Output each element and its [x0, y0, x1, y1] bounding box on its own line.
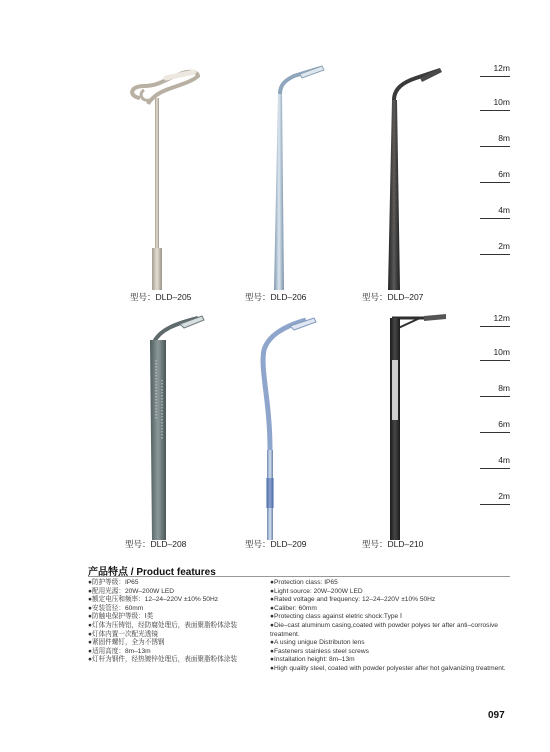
feature-item: ●Installation height: 8m–13m: [270, 656, 355, 664]
scale-label: 10m: [493, 347, 510, 357]
scale-label: 2m: [498, 491, 510, 501]
lamp-pole-dld-209-image: [250, 310, 330, 542]
scale-label: 12m: [493, 63, 510, 73]
scale-label: 6m: [498, 419, 510, 429]
feature-item: ●灯体为压铸铝，经防腐处理后，表面聚脂粉体涂装: [88, 621, 238, 629]
lamp-pole-dld-208-image: [140, 310, 220, 542]
features-list-english: [270, 579, 515, 674]
scale-tick: [480, 238, 510, 255]
lamp-pole-dld-210-image: [380, 310, 460, 542]
height-scale: [480, 310, 510, 520]
features-heading: 产品特点 / Product features: [88, 567, 216, 578]
scale-tick: [480, 166, 510, 183]
scale-tick: [480, 60, 510, 77]
scale-label: 4m: [498, 455, 510, 465]
model-label: 型号：DLD–209: [245, 539, 307, 549]
feature-item: ●灯体内置一次配光透镜: [88, 630, 158, 638]
model-label: 型号：DLD–208: [125, 539, 187, 549]
feature-item: ●Die–cast aluminum casing,coated with powder polyes ter after anti–corrosive treatment.: [270, 621, 498, 638]
model-label: 型号：DLD–205: [130, 292, 192, 302]
scale-tick: [480, 94, 510, 111]
scale-tick: [480, 488, 510, 505]
feature-item: ●Protection class: IP65: [270, 579, 338, 586]
page-number: 097: [488, 710, 505, 721]
feature-item: ●防触电保护等级：Ⅰ类: [88, 613, 154, 621]
feature-item: ●适用高度：8m–13m: [88, 647, 151, 655]
scale-label: 8m: [498, 383, 510, 393]
product-row-2: [0, 310, 550, 555]
scale-tick: [480, 380, 510, 397]
lamp-pole-dld-207-image: [370, 60, 450, 292]
features-list-chinese: [88, 579, 263, 665]
feature-item: ●A using unigue Distributon lens: [270, 639, 365, 647]
scale-tick: [480, 452, 510, 469]
feature-item: ●配用光源：20W–200W LED: [88, 587, 175, 595]
feature-item: ●灯杆为钢件，经热镀锌处理后，表面聚脂粉体涂装: [88, 656, 238, 664]
feature-item: ●Protecting class against eletric shock:Type Ⅰ: [270, 613, 403, 621]
scale-label: 10m: [493, 97, 510, 107]
feature-item: ●防护等级：IP65: [88, 579, 139, 586]
model-label: 型号：DLD–210: [362, 539, 424, 549]
feature-item: ●High quality steel, coated with powder polyester after hot galvanizing treatment.: [270, 664, 506, 672]
scale-tick: [480, 344, 510, 361]
feature-item: ●安装管径：60mm: [88, 604, 144, 612]
height-scale: [480, 60, 510, 270]
feature-item: ●Rated voltage and frequency: 12–24–220V ±10% 50Hz: [270, 596, 436, 604]
scale-label: 6m: [498, 169, 510, 179]
product-row-1: [0, 60, 550, 305]
scale-label: 2m: [498, 241, 510, 251]
lamp-pole-dld-206-image: [260, 60, 330, 292]
scale-tick: [480, 416, 510, 433]
lamp-pole-dld-205-image: [120, 60, 210, 292]
feature-item: ●Caliber: 60mm: [270, 604, 317, 612]
scale-tick: [480, 202, 510, 219]
scale-label: 8m: [498, 133, 510, 143]
scale-label: 12m: [493, 313, 510, 323]
feature-item: ●Fasteners stainless steel screws: [270, 647, 369, 655]
feature-item: ●额定电压和频率：12–24–220V ±10% 50Hz: [88, 596, 219, 604]
scale-tick: [480, 310, 510, 327]
divider: [88, 576, 510, 577]
scale-tick: [480, 130, 510, 147]
feature-item: ●Light source: 20W–200W LED: [270, 587, 363, 595]
feature-item: ●紧固件螺钉，全为不锈钢: [88, 639, 165, 647]
scale-label: 4m: [498, 205, 510, 215]
model-label: 型号：DLD–207: [362, 292, 424, 302]
model-label: 型号：DLD–206: [245, 292, 307, 302]
